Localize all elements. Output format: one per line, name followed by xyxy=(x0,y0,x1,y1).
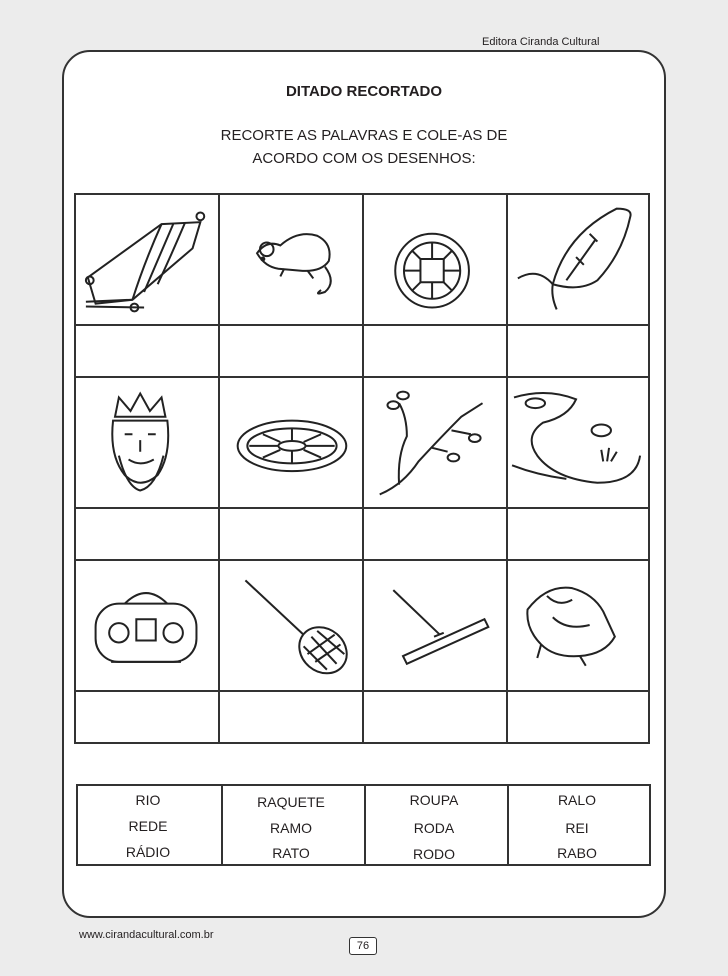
picture-cell-racket xyxy=(218,559,364,692)
word-cutout[interactable]: RAMO xyxy=(270,820,312,836)
website-link[interactable]: www.cirandacultural.com.br xyxy=(79,929,214,941)
king-icon xyxy=(76,378,218,507)
wheel-icon xyxy=(364,195,506,324)
instruction-line-1: RECORTE AS PALAVRAS E COLE-AS DE xyxy=(220,127,508,144)
page-number: 76 xyxy=(349,937,377,955)
answer-blank[interactable] xyxy=(74,690,220,744)
answer-blank[interactable] xyxy=(362,690,508,744)
answer-blank[interactable] xyxy=(74,507,220,561)
word-cutout[interactable]: REI xyxy=(565,820,589,836)
racket-icon xyxy=(220,561,362,690)
branch-icon xyxy=(364,378,506,507)
word-cutout-table xyxy=(76,784,651,866)
word-column-4 xyxy=(507,786,651,864)
picture-cell-rake xyxy=(362,559,508,692)
picture-cell-feather xyxy=(506,193,650,326)
answer-blank[interactable] xyxy=(218,690,364,744)
picture-cell-hammock xyxy=(74,193,220,326)
word-cutout[interactable]: RABO xyxy=(557,845,597,861)
answer-blank[interactable] xyxy=(218,324,364,378)
word-cutout[interactable]: RODO xyxy=(413,846,455,862)
picture-cell-wheel xyxy=(362,193,508,326)
hammock-icon xyxy=(76,195,218,324)
answer-blank[interactable] xyxy=(74,324,220,378)
answer-blank[interactable] xyxy=(218,507,364,561)
page-title: DITADO RECORTADO xyxy=(285,83,443,100)
answer-blank[interactable] xyxy=(506,324,650,378)
word-column-3 xyxy=(364,786,509,864)
rake-icon xyxy=(364,561,506,690)
picture-cell-pond xyxy=(506,376,650,509)
mouse-icon xyxy=(220,195,362,324)
picture-cell-king xyxy=(74,376,220,509)
word-cutout[interactable]: RALO xyxy=(557,792,597,808)
picture-cell-radio xyxy=(74,559,220,692)
word-cutout[interactable]: RIO xyxy=(135,792,161,808)
publisher-label: Editora Ciranda Cultural xyxy=(482,36,600,48)
picture-cell-mouse xyxy=(218,193,364,326)
answer-blank[interactable] xyxy=(506,690,650,744)
picture-cell-branch xyxy=(362,376,508,509)
instructions xyxy=(0,124,728,170)
radio-icon xyxy=(76,561,218,690)
pond-icon xyxy=(508,378,648,507)
word-cutout[interactable]: RATO xyxy=(272,845,310,861)
instruction-line-2: ACORDO COM OS DESENHOS: xyxy=(252,150,476,167)
answer-blank[interactable] xyxy=(362,507,508,561)
answer-blank[interactable] xyxy=(506,507,650,561)
word-cutout[interactable]: RÁDIO xyxy=(125,844,171,860)
word-cutout[interactable]: ROUPA xyxy=(409,792,459,808)
word-column-1 xyxy=(78,786,223,864)
word-column-2 xyxy=(221,786,366,864)
picture-cell-clothes xyxy=(506,559,650,692)
clothes-icon xyxy=(508,561,648,690)
drain-icon xyxy=(220,378,362,507)
word-cutout[interactable]: RODA xyxy=(413,820,455,836)
feather-icon xyxy=(508,195,648,324)
word-cutout[interactable]: RAQUETE xyxy=(257,794,325,810)
answer-blank[interactable] xyxy=(362,324,508,378)
picture-cell-drain xyxy=(218,376,364,509)
word-cutout[interactable]: REDE xyxy=(128,818,168,834)
